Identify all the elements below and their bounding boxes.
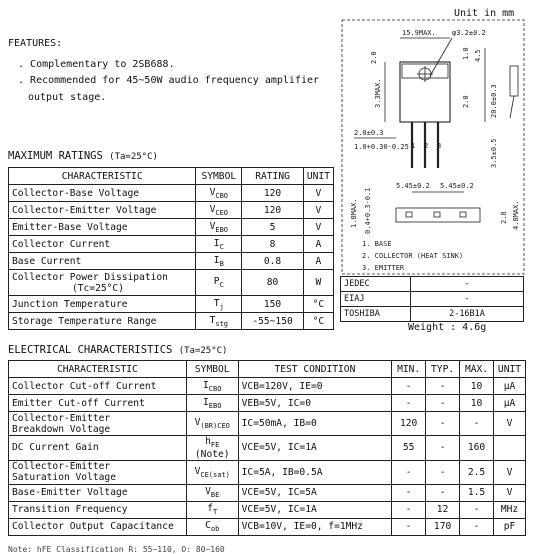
side-view-body [510, 66, 518, 96]
dim-label: 2.8 [500, 211, 508, 224]
symbol-subscript: EBO [215, 225, 229, 234]
unit-cell [493, 436, 525, 461]
dim-label: 1.0+0.30-0.25 [354, 143, 409, 151]
symbol-main: f [207, 503, 214, 515]
characteristic-cell [9, 460, 187, 484]
symbol-subscript: ob [210, 525, 220, 534]
dim-label: 20.0±0.3 [490, 84, 498, 118]
symbol-subscript: CBO [215, 191, 229, 200]
characteristic-cell [9, 236, 196, 253]
characteristic-cell [9, 253, 196, 270]
characteristic-text: Collector-Emitter [12, 461, 111, 473]
dim-label: 2.0 [370, 51, 378, 64]
rating-cell: 8 [242, 236, 304, 253]
table-row [9, 313, 334, 330]
characteristic-text: Emitter Cut-off Current [12, 397, 145, 409]
characteristic-cell [9, 436, 187, 461]
symbol-cell [196, 185, 242, 202]
symbol-cell [186, 378, 238, 395]
symbol-main: I [213, 254, 220, 266]
max-cell: - [460, 412, 494, 436]
typ-cell: - [426, 436, 460, 461]
eiaj-value: - [411, 292, 524, 307]
characteristic-cell [9, 313, 196, 330]
symbol-main: V [209, 220, 216, 232]
symbol-cell [186, 484, 238, 501]
rating-cell: 120 [242, 202, 304, 219]
min-cell: - [392, 395, 426, 412]
pin-legend-base: 1. BASE [362, 240, 392, 248]
unit-cell: V [303, 219, 333, 236]
elec-condition: (Ta=25°C) [178, 346, 228, 356]
col-characteristic: CHARACTERISTIC [9, 361, 187, 378]
dim-label: 2.0 [462, 95, 470, 108]
dim-label: 3.3MAX. [374, 78, 382, 108]
elec-title: ELECTRICAL CHARACTERISTICS (Ta=25°C) [8, 344, 228, 356]
min-cell: - [392, 378, 426, 395]
symbol-main: V [209, 203, 216, 215]
symbol-main: V [194, 465, 201, 477]
characteristic-text: Storage Temperature Range [12, 315, 157, 327]
toshiba-value: 2-16B1A [411, 307, 524, 322]
symbol-cell [186, 412, 238, 436]
test-condition-cell: VCE=5V, IC=1A [238, 436, 392, 461]
characteristic-text: Base-Emitter Voltage [12, 487, 128, 499]
characteristic-text: Collector Cut-off Current [12, 380, 157, 392]
table-row [9, 378, 526, 395]
col-unit: UNIT [303, 168, 333, 185]
col-min: MIN. [392, 361, 426, 378]
test-condition-cell: IC=5A, IB=0.5A [238, 460, 392, 484]
dim-label: 0.4+0.3-0.1 [364, 187, 372, 234]
unit-cell: V [493, 460, 525, 484]
test-condition-cell: VCB=10V, IE=0, f=1MHz [238, 518, 392, 535]
typ-cell: - [426, 378, 460, 395]
table-row [9, 501, 526, 518]
pin-label: 2 [424, 142, 429, 150]
rating-cell: 80 [242, 270, 304, 296]
characteristic-cell [9, 518, 187, 535]
unit-cell: V [303, 202, 333, 219]
min-cell: - [392, 518, 426, 535]
characteristic-text: Collector-Emitter [12, 412, 111, 424]
symbol-main: I [203, 396, 209, 408]
characteristic-cell [9, 185, 196, 202]
characteristic-text-2: (Tc=25°C) [72, 282, 124, 294]
symbol-main: T [209, 314, 216, 326]
characteristic-cell [9, 270, 196, 296]
symbol-subscript: C [219, 280, 224, 289]
bottom-lead [460, 212, 466, 217]
symbol-main: V [194, 417, 201, 429]
min-cell: - [392, 501, 426, 518]
symbol-main: V [205, 486, 211, 498]
typ-cell: 12 [426, 501, 460, 518]
symbol-main: V [209, 186, 216, 198]
leader-line [430, 38, 452, 76]
features-heading: FEATURES: [8, 38, 63, 49]
electrical-characteristics-table [8, 360, 526, 536]
min-cell: - [392, 484, 426, 501]
test-condition-cell: VEB=5V, IC=0 [238, 395, 392, 412]
feature-item-3: output stage. [28, 92, 107, 103]
unit-cell: MHz [493, 501, 525, 518]
symbol-cell [186, 395, 238, 412]
max-cell: 10 [460, 395, 494, 412]
typ-cell: - [426, 460, 460, 484]
max-ratings-condition: (Ta=25°C) [109, 152, 158, 162]
col-rating: RATING [242, 168, 304, 185]
toshiba-label: TOSHIBA [341, 307, 411, 322]
pin-legend-collector: 2. COLLECTOR (HEAT SINK) [362, 252, 464, 260]
symbol-cell [196, 236, 242, 253]
characteristic-text: Collector Power Dissipation [12, 271, 168, 283]
symbol-cell [186, 518, 238, 535]
symbol-subscript: CE(sat) [200, 470, 230, 479]
characteristic-cell [9, 202, 196, 219]
col-characteristic: CHARACTERISTIC [9, 168, 196, 185]
characteristic-cell [9, 395, 187, 412]
characteristic-cell [9, 412, 187, 436]
unit-cell: µA [493, 378, 525, 395]
rating-cell: 5 [242, 219, 304, 236]
dim-label: 4.5 [474, 49, 482, 62]
dim-label: 5.45±0.2 [440, 182, 474, 190]
symbol-subscript: stg [215, 319, 229, 328]
symbol-cell [196, 296, 242, 313]
typ-cell: - [426, 484, 460, 501]
eiaj-label: EIAJ [341, 292, 411, 307]
symbol-subscript: (BR)CEO [200, 421, 230, 430]
min-cell: 120 [392, 412, 426, 436]
jedec-label: JEDEC [341, 277, 411, 292]
dim-label: 4.8MAX. [512, 200, 520, 230]
table-row [9, 436, 526, 461]
table-row [9, 296, 334, 313]
symbol-subscript: C [219, 242, 224, 251]
unit-cell: °C [303, 296, 333, 313]
max-cell: 10 [460, 378, 494, 395]
unit-cell: V [493, 412, 525, 436]
max-cell: - [460, 501, 494, 518]
col-unit: UNIT [493, 361, 525, 378]
symbol-subscript: CBO [208, 384, 222, 393]
characteristic-text: Base Current [12, 255, 82, 267]
symbol-cell [186, 460, 238, 484]
symbol-main: C [205, 520, 211, 532]
symbol-subscript: CEO [215, 208, 229, 217]
symbol-cell [186, 501, 238, 518]
table-row [9, 253, 334, 270]
characteristic-cell [9, 378, 187, 395]
characteristic-text: Junction Temperature [12, 298, 128, 310]
symbol-subscript: EBO [208, 401, 222, 410]
table-row [9, 219, 334, 236]
weight-label: Weight : 4.6g [408, 322, 487, 333]
dim-label: 5.45±0.2 [396, 182, 430, 190]
dim-label: φ3.2±0.2 [452, 29, 486, 37]
col-symbol: SYMBOL [196, 168, 242, 185]
package-outline-drawing [340, 18, 526, 276]
typ-cell: 170 [426, 518, 460, 535]
table-row [9, 236, 334, 253]
symbol-subscript: j [219, 302, 224, 311]
max-cell: - [460, 518, 494, 535]
max-cell: 160 [460, 436, 494, 461]
test-condition-cell: VCE=5V, IC=1A [238, 501, 392, 518]
bottom-lead [434, 212, 440, 217]
footer-note: Note: hFE Classification R: 55~110, O: 80~160 [8, 545, 225, 554]
symbol-subscript: T [213, 508, 218, 517]
characteristic-cell [9, 484, 187, 501]
dim-label: 1.8MAX. [350, 198, 358, 228]
feature-item-1: . Complementary to 2SB688. [18, 59, 175, 70]
characteristic-cell [9, 296, 196, 313]
unit-cell: pF [493, 518, 525, 535]
table-row [9, 412, 526, 436]
symbol-main: I [203, 379, 209, 391]
max-cell: 2.5 [460, 460, 494, 484]
table-row [9, 484, 526, 501]
symbol-main: P [213, 276, 220, 288]
characteristic-text-2: Breakdown Voltage [12, 423, 111, 435]
characteristic-text: Collector Current [12, 238, 111, 250]
symbol-main: h [205, 436, 211, 447]
unit-cell: °C [303, 313, 333, 330]
min-cell: - [392, 460, 426, 484]
test-condition-cell: IC=50mA, IB=0 [238, 412, 392, 436]
rating-cell: 150 [242, 296, 304, 313]
max-ratings-table [8, 167, 334, 330]
test-condition-cell: VCE=5V, IC=5A [238, 484, 392, 501]
symbol-note: (Note) [194, 448, 230, 460]
max-ratings-title: MAXIMUM RATINGS (Ta=25°C) [8, 150, 158, 162]
characteristic-text: Collector-Emitter Voltage [12, 204, 157, 216]
rating-cell: 120 [242, 185, 304, 202]
characteristic-text: Collector-Base Voltage [12, 187, 140, 199]
unit-cell: A [303, 253, 333, 270]
characteristic-text: Collector Output Capacitance [12, 521, 174, 533]
characteristic-text: Emitter-Base Voltage [12, 221, 128, 233]
symbol-cell [196, 253, 242, 270]
table-row [9, 460, 526, 484]
dim-label: 2.0±0.3 [354, 129, 384, 137]
characteristic-text: DC Current Gain [12, 442, 99, 454]
typ-cell: - [426, 395, 460, 412]
symbol-subscript: B [219, 259, 224, 268]
max-cell: 1.5 [460, 484, 494, 501]
table-row [9, 202, 334, 219]
characteristic-text: Transition Frequency [12, 504, 128, 516]
unit-label: Unit in mm [454, 8, 515, 19]
side-view-lead [510, 96, 514, 118]
dim-label: 1.0 [462, 47, 470, 60]
col-max: MAX. [460, 361, 494, 378]
table-row [9, 395, 526, 412]
bottom-lead [406, 212, 412, 217]
dim-label: 3.5±0.5 [490, 138, 498, 168]
symbol-main: T [213, 297, 220, 309]
package-standard-table [340, 276, 524, 322]
unit-cell: V [303, 185, 333, 202]
col-test-condition: TEST CONDITION [238, 361, 392, 378]
symbol-cell [196, 219, 242, 236]
characteristic-cell [9, 501, 187, 518]
col-symbol: SYMBOL [186, 361, 238, 378]
pin-legend-emitter: 3. EMITTER [362, 264, 405, 272]
unit-cell: A [303, 236, 333, 253]
unit-cell: V [493, 484, 525, 501]
symbol-subscript: BE [210, 491, 220, 500]
min-cell: 55 [392, 436, 426, 461]
unit-cell: µA [493, 395, 525, 412]
test-condition-cell: VCB=120V, IE=0 [238, 378, 392, 395]
unit-cell: W [303, 270, 333, 296]
bottom-view-body [396, 208, 480, 222]
table-row [9, 270, 334, 296]
table-row [9, 518, 526, 535]
symbol-subscript: FE [210, 440, 220, 449]
rating-cell: -55~150 [242, 313, 304, 330]
dim-label: 15.9MAX. [402, 29, 436, 37]
characteristic-cell [9, 219, 196, 236]
feature-item-2: . Recommended for 45~50W audio frequency amplifier [18, 75, 320, 86]
table-row [9, 185, 334, 202]
symbol-cell [196, 270, 242, 296]
col-typ: TYP. [426, 361, 460, 378]
symbol-cell [196, 202, 242, 219]
symbol-cell [196, 313, 242, 330]
characteristic-text-2: Saturation Voltage [12, 472, 116, 484]
pin-label: 1 [411, 142, 416, 150]
pin-label: 3 [437, 142, 442, 150]
symbol-cell [186, 436, 238, 461]
jedec-value: - [411, 277, 524, 292]
typ-cell: - [426, 412, 460, 436]
symbol-main: I [213, 237, 220, 249]
rating-cell: 0.8 [242, 253, 304, 270]
